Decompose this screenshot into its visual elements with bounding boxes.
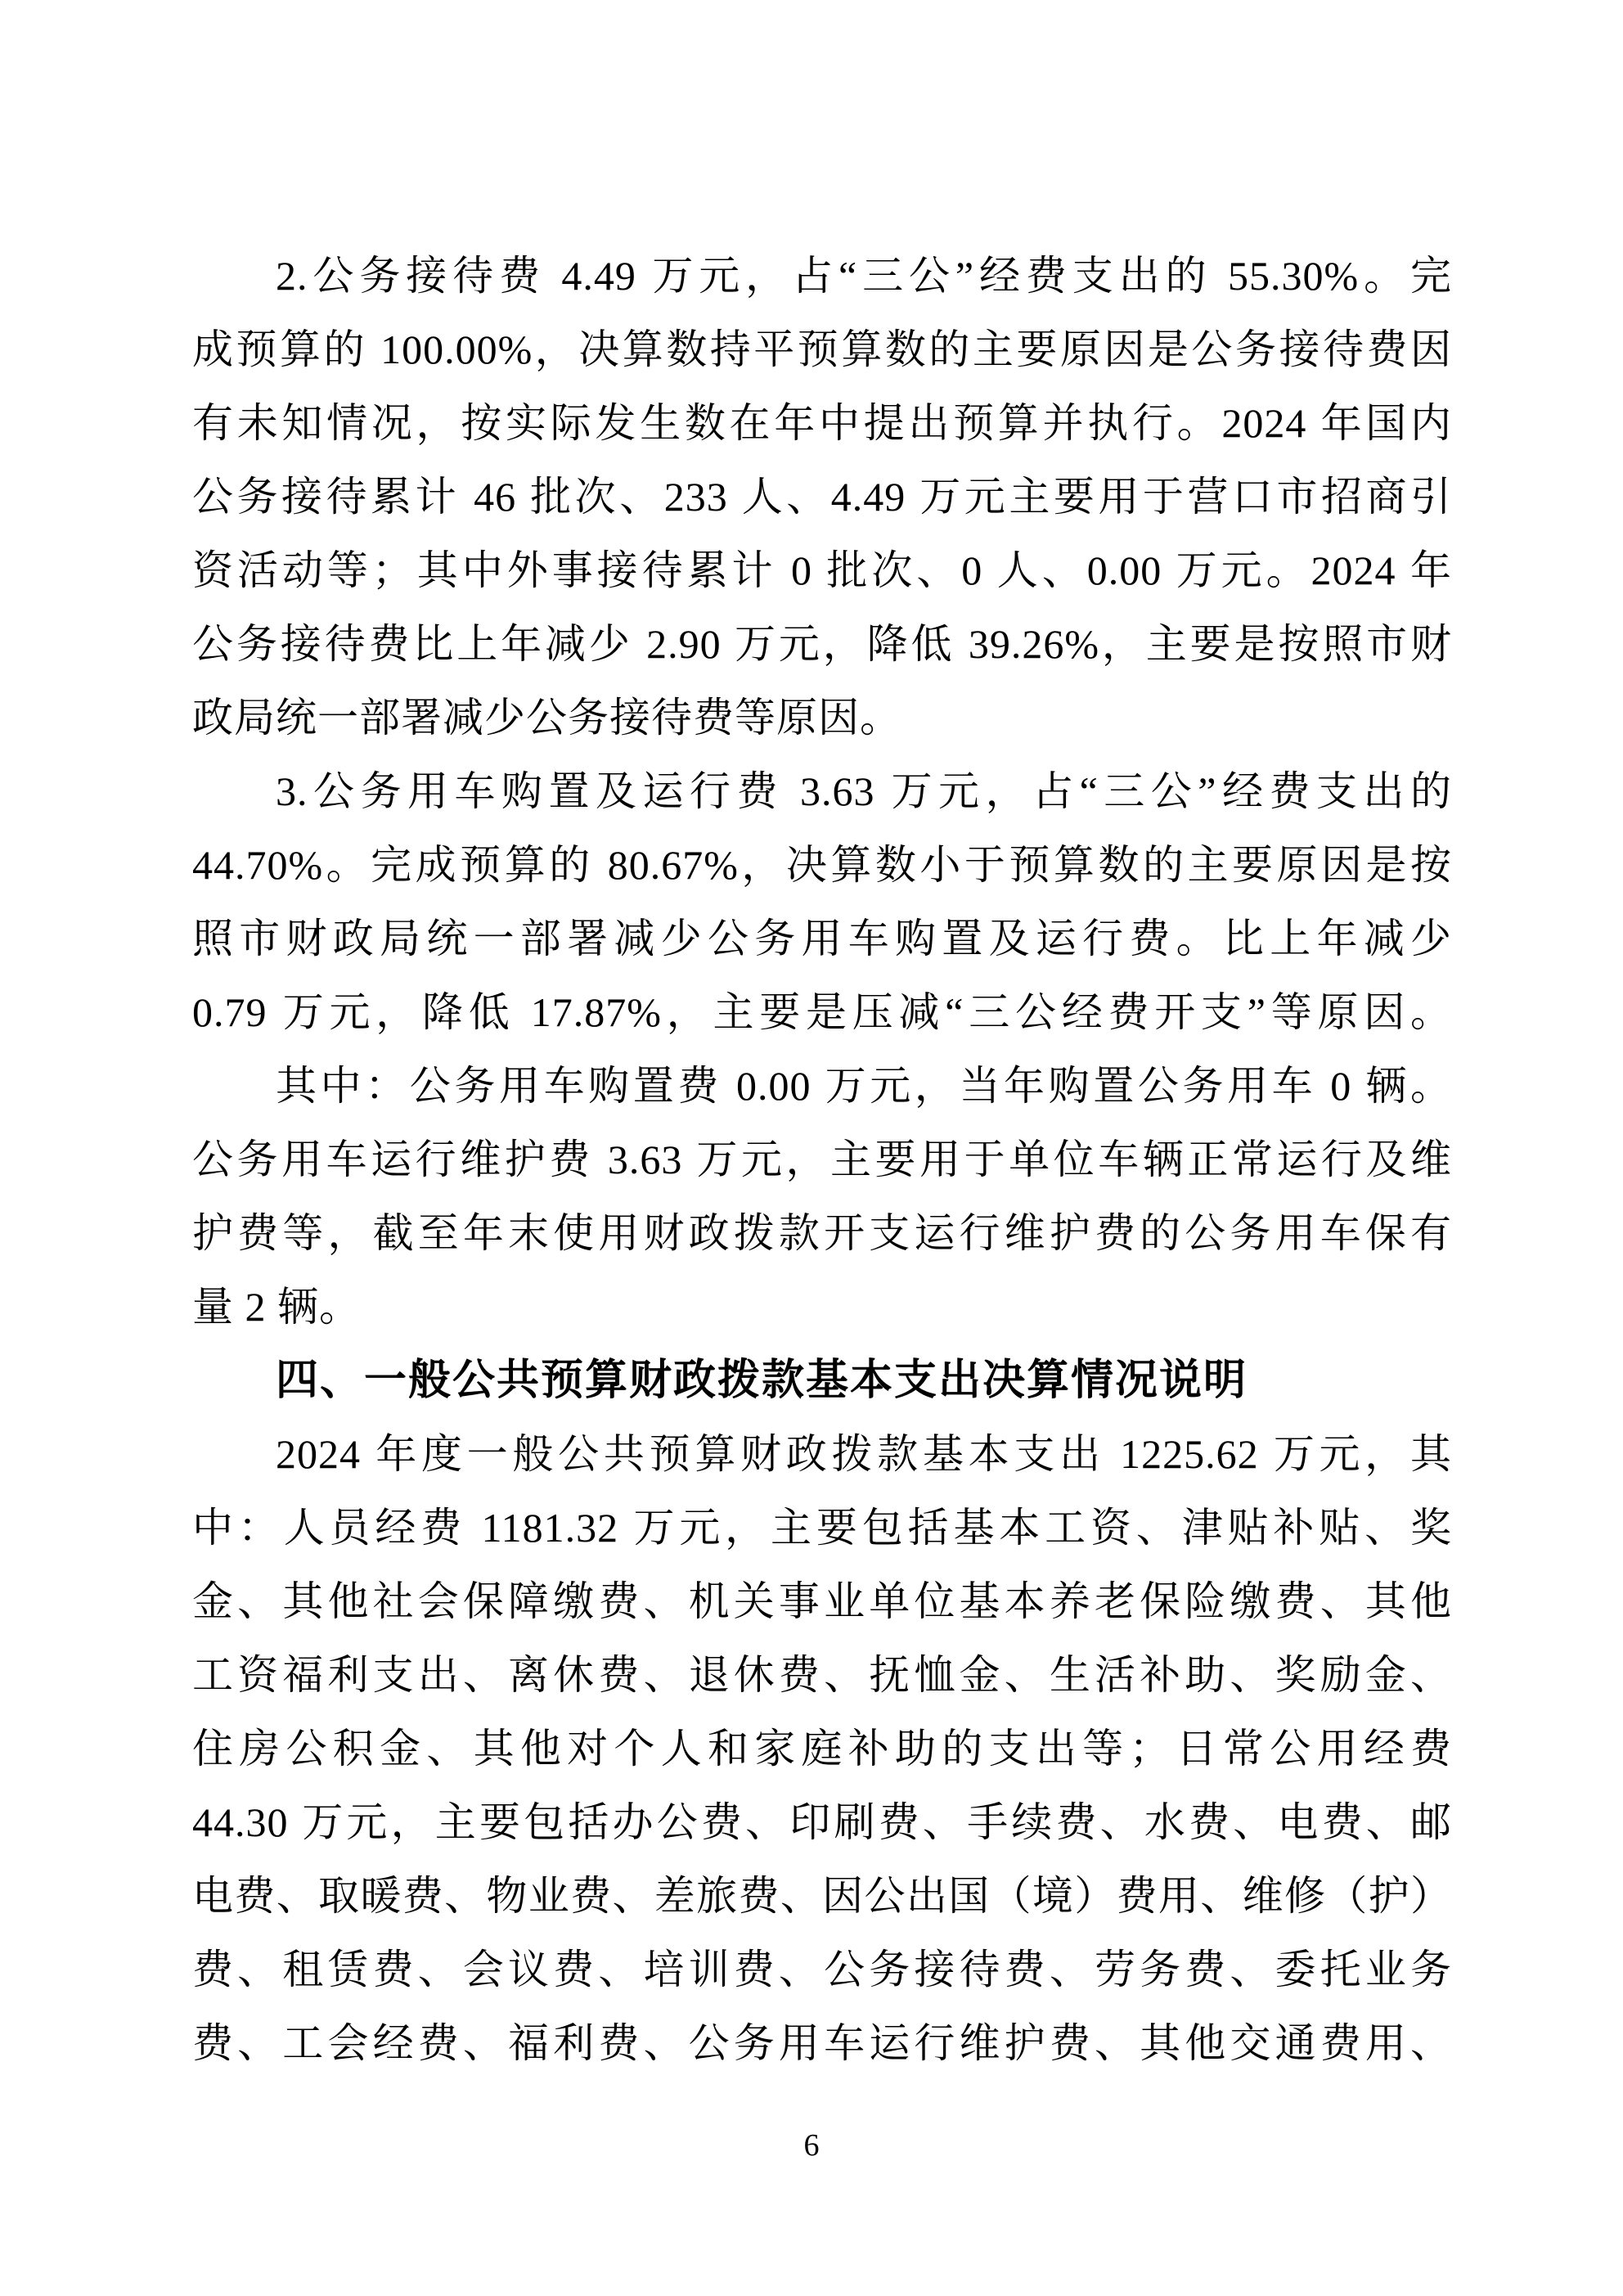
text-line: 3.公务用车购置及运行费 3.63 万元，占“三公”经费支出的	[276, 768, 1452, 814]
text-line: 公务用车运行维护费 3.63 万元，主要用于单位车辆正常运行及维	[192, 1137, 1452, 1182]
text-line: 资活动等；其中外事接待累计 0 批次、0 人、0.00 万元。2024 年	[192, 547, 1452, 593]
text-line: 政局统一部署减少公务接待费等原因。	[192, 695, 901, 741]
text-line: 住房公积金、其他对个人和家庭补助的支出等；日常公用经费	[192, 1726, 1452, 1772]
text-line: 金、其他社会保障缴费、机关事业单位基本养老保险缴费、其他	[192, 1578, 1452, 1624]
text-line: 量 2 辆。	[192, 1284, 361, 1330]
text-line: 费、工会经费、福利费、公务用车运行维护费、其他交通费用、	[192, 2020, 1452, 2066]
text-line: 2024 年度一般公共预算财政拨款基本支出 1225.62 万元，其	[276, 1431, 1452, 1477]
text-line: 中：人员经费 1181.32 万元，主要包括基本工资、津贴补贴、奖	[192, 1505, 1452, 1551]
text-line: 2.公务接待费 4.49 万元，占“三公”经费支出的 55.30%。完	[276, 253, 1452, 299]
text-line: 电费、取暖费、物业费、差旅费、因公出国（境）费用、维修（护）	[192, 1873, 1452, 1919]
text-line: 0.79 万元，降低 17.87%，主要是压减“三公经费开支”等原因。	[192, 989, 1452, 1035]
text-line: 护费等，截至年末使用财政拨款开支运行维护费的公务用车保有	[192, 1210, 1452, 1256]
text-line: 公务接待费比上年减少 2.90 万元，降低 39.26%，主要是按照市财	[192, 621, 1452, 667]
text-line: 照市财政局统一部署减少公务用车购置及运行费。比上年减少	[192, 916, 1452, 961]
section-heading: 四、一般公共预算财政拨款基本支出决算情况说明	[276, 1357, 1248, 1404]
text-line: 公务接待累计 46 批次、233 人、4.49 万元主要用于营口市招商引	[192, 474, 1452, 520]
text-line: 有未知情况，按实际发生数在年中提出预算并执行。2024 年国内	[192, 400, 1452, 446]
text-line: 其中：公务用车购置费 0.00 万元，当年购置公务用车 0 辆。	[276, 1063, 1452, 1109]
page-number: 6	[803, 2128, 820, 2163]
text-line: 44.70%。完成预算的 80.67%，决算数小于预算数的主要原因是按	[192, 842, 1452, 888]
text-line: 成预算的 100.00%，决算数持平预算数的主要原因是公务接待费因	[192, 326, 1452, 372]
text-line: 44.30 万元，主要包括办公费、印刷费、手续费、水费、电费、邮	[192, 1799, 1452, 1845]
text-block	[192, 239, 1452, 2080]
text-line: 工资福利支出、离休费、退休费、抚恤金、生活补助、奖励金、	[192, 1652, 1452, 1698]
text-line: 费、租赁费、会议费、培训费、公务接待费、劳务费、委托业务	[192, 1947, 1452, 1992]
